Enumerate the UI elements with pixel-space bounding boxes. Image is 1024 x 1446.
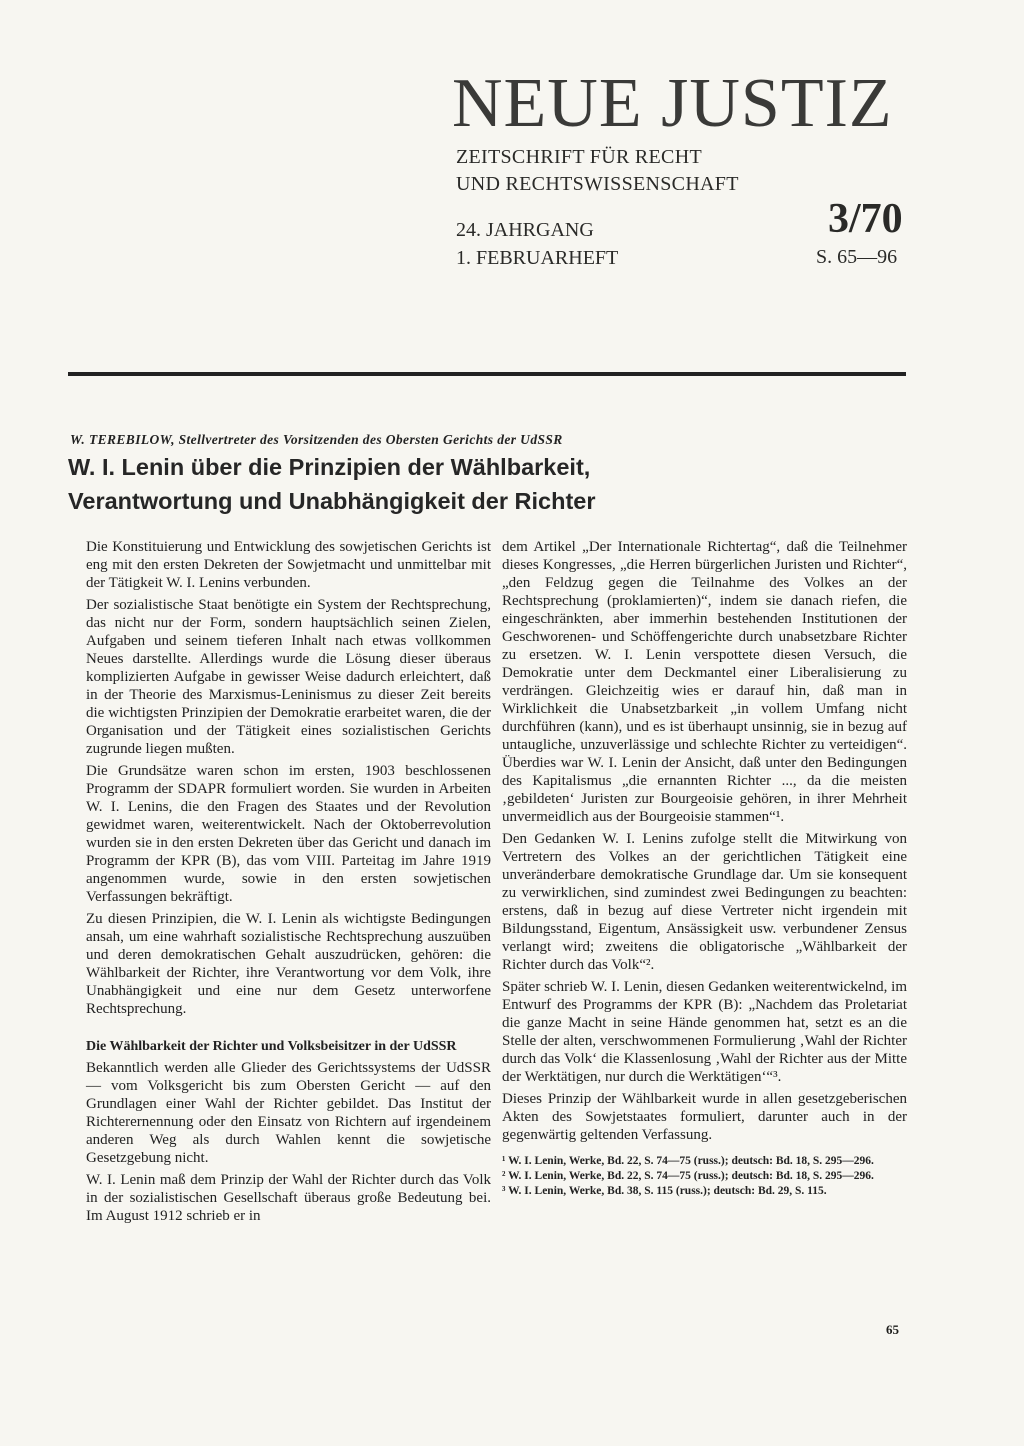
section-heading: Die Wählbarkeit der Richter und Volksbeisitzer in der UdSSR [86,1039,457,1054]
subtitle-line-1: ZEITSCHRIFT FÜR RECHT [456,146,702,168]
paragraph: Den Gedanken W. I. Lenins zufolge stellt die Mitwirkung von Vertretern des Volkes an der gerichtlichen Tätigkeit eine unveränderbare demokratische Grundlage dar. Um sie konsequent zu verwirklichen, sind zumindest zwei Bedingungen zu beachten: erstens, daß in bezug auf diese Vertreter nicht irgendein mit Bildungsstand, Eigentum, Ansässigkeit usw. verbundener Zensus verlangt wird; zweitens die obligatorische „Wählbarkeit der Richter durch das Volk“². [502,831,907,973]
article-title-line-2: Verantwortung und Unabhängigkeit der Richter [68,488,596,514]
volume-label: 24. JAHRGANG [456,219,594,241]
page-number: 65 [886,1322,899,1337]
issue-label: 1. FEBRUARHEFT [456,247,619,269]
masthead-divider [68,372,906,376]
journal-title: NEUE JUSTIZ [452,65,893,142]
right-column [502,538,907,1199]
paragraph: Die Grundsätze waren schon im ersten, 1903 beschlossenen Programm der SDAPR formuliert worden. Sie wurden in Arbeiten W. I. Lenins, die den Fragen des Staates und der Revolution gewidmet waren, weiterentwickelt. Nach der Oktoberrevolution wurden sie in den ersten Dekreten über das Gericht und danach im Programm der KPR (B), das vom VIII. Parteitag im Jahre 1919 angenommen wurde, sowie in den ersten sowjetischen Verfassungen bekräftigt. [86,763,491,905]
footnote: ² W. I. Lenin, Werke, Bd. 22, S. 74—75 (russ.); deutsch: Bd. 18, S. 295—296. [502,1170,874,1182]
issue-number: 3/70 [828,196,903,242]
article-title-line-1: W. I. Lenin über die Prinzipien der Wählbarkeit, [68,454,591,480]
paragraph: Bekanntlich werden alle Glieder des Gerichtssystems der UdSSR — vom Volksgericht bis zum Obersten Gericht — auf den Grundlagen einer Wahl der Richter gebildet. Das Institut der Richterernennung oder den Einsatz von Richtern auf irgendeinem anderen Weg als durch Wahlen kennt die sowjetische Gesetzgebung nicht. [86,1060,491,1166]
article-title [68,450,928,518]
left-column [86,538,491,1229]
paragraph: Dieses Prinzip der Wählbarkeit wurde in allen gesetzgeberischen Akten des Sowjetstaates formuliert, darunter auch in der gegenwärtig geltenden Verfassung. [502,1091,907,1143]
footnote: ¹ W. I. Lenin, Werke, Bd. 22, S. 74—75 (russ.); deutsch: Bd. 18, S. 295—296. [502,1155,874,1167]
paragraph: Die Konstituierung und Entwicklung des sowjetischen Gerichts ist eng mit den ersten Dekreten der Sowjetmacht und unmittelbar mit der Tätigkeit W. I. Lenins verbunden. [86,539,491,591]
footnotes [502,1154,907,1198]
journal-subtitle [456,144,739,198]
paragraph: Zu diesen Prinzipien, die W. I. Lenin als wichtigste Bedingungen ansah, um eine wahrhaft sozialistische Rechtsprechung auszuüben und deren demokratischen Gehalt auszudrücken, gehören: die Wählbarkeit der Richter, ihre Verantwortung vor dem Volk, ihre Unabhängigkeit und eine nur dem Gesetz unterworfene Rechtsprechung. [86,911,491,1017]
paragraph: Später schrieb W. I. Lenin, diesen Gedanken weiterentwickelnd, im Entwurf des Programms der KPR (B): „Nachdem das Proletariat die ganze Macht in seine Hände genommen hat, setzt es an die Stelle der alten, verschwommenen Formulierung ‚Wahl der Richter durch das Volk‘ die Klassenlosung ‚Wahl der Richter aus der Mitte der Werktätigen, nur durch die Werktätigen‘“³. [502,979,907,1085]
issue-pages: S. 65—96 [816,246,898,268]
issue-info [456,216,618,272]
article-byline: W. TEREBILOW, Stellvertreter des Vorsitzenden des Obersten Gerichts der UdSSR [70,432,563,447]
footnote: ³ W. I. Lenin, Werke, Bd. 38, S. 115 (russ.); deutsch: Bd. 29, S. 115. [502,1185,827,1197]
paragraph: Der sozialistische Staat benötigte ein System der Rechtsprechung, das nicht nur der Form, sondern hauptsächlich seinen Zielen, Aufgaben und seinem tieferen Inhalt nach etwas vollkommen Neues darstellte. Allerdings wurde die Lösung dieser überaus komplizierten Aufgabe in gewisser Weise dadurch erleichtert, daß in der Theorie des Marxismus-Leninismus zu dieser Zeit bereits die wichtigsten Prinzipien der Demokratie erarbeitet waren, die der Organisation und der Tätigkeit eines sozialistischen Gerichts zugrunde liegen mußten. [86,597,491,757]
paragraph: W. I. Lenin maß dem Prinzip der Wahl der Richter durch das Volk in der sozialistischen Gesellschaft überaus große Bedeutung bei. Im August 1912 schrieb er in [86,1172,491,1224]
paragraph: dem Artikel „Der Internationale Richtertag“, daß die Teilnehmer dieses Kongresses, „die Herren bürgerlichen Juristen und Richter“, „den Feldzug gegen die Teilnahme des Volkes an der Rechtsprechung (proklamierten)“, indem sie danach riefen, die eingeschränkten, aber immerhin bestehenden Institutionen der Geschworenen- und Schöffengerichte durch unabsetzbare Richter zu ersetzen. W. I. Lenin verspottete diesen Versuch, die Demokratie unter dem Deckmantel einer Liberalisierung zu verdrängen. Gleichzeitig wies er darauf hin, daß man in Wirklichkeit die Unabsetzbarkeit „in vollem Umfang nicht durchführen (kann), und es ist überhaupt unsinnig, sie in bezug auf untaugliche, unzuverlässige und schlechte Richter zu verteidigen“. Überdies war W. I. Lenin der Ansicht, daß unter den Bedingungen des Kapitalismus „die ernannten Richter ..., da die meisten ‚gebildeten‘ Juristen zur Bourgeoisie gehören, in ihrer Mehrheit unvermeidlich aus der Bourgeoisie stammen“¹. [502,539,907,825]
subtitle-line-2: UND RECHTSWISSENSCHAFT [456,173,739,195]
